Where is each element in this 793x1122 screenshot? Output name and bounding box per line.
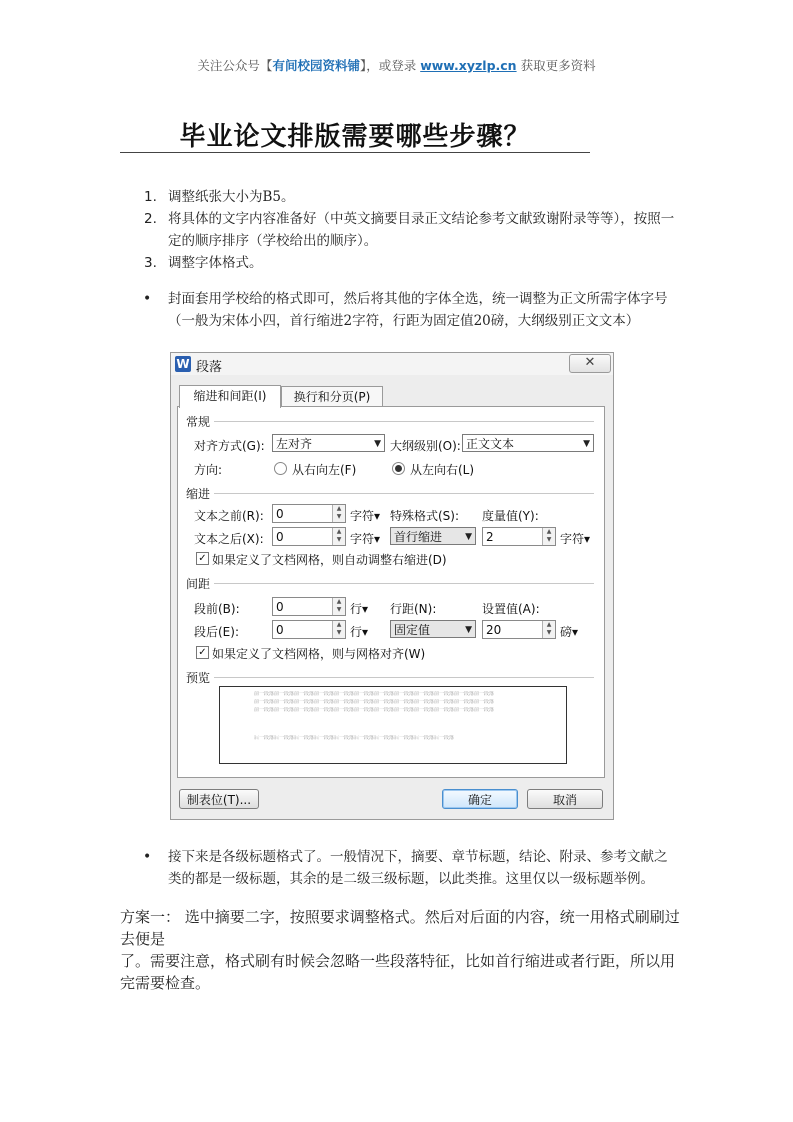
align-value: 左对齐 [276, 437, 313, 451]
list-item [120, 288, 680, 332]
special-format-label: 特殊格式(S): [390, 509, 460, 523]
rtl-label: 从右向左(F) [292, 463, 357, 477]
align-select[interactable] [272, 434, 385, 452]
paragraph-dialog [170, 352, 614, 820]
unit-line-dropdown[interactable]: 行▾ [350, 602, 369, 616]
step-text: 调整纸张大小为B5。 [168, 189, 295, 205]
tab-line-page-break[interactable]: 换行和分页(P) [281, 386, 383, 407]
list-item [120, 208, 680, 252]
header-prefix: 关注公众号【 [197, 58, 273, 73]
page-title: 毕业论文排版需要哪些步骤？ [179, 122, 531, 152]
chevron-down-icon: ▼ [465, 625, 472, 635]
line-spacing-value: 固定值 [394, 623, 431, 637]
space-after-input[interactable] [272, 620, 346, 639]
ok-button[interactable]: 确定 [442, 789, 518, 809]
header-brand: 有间校园资料铺 [272, 58, 360, 73]
chevron-down-icon: ▼ [583, 439, 590, 449]
section-divider [214, 493, 594, 494]
step-number: 2. [144, 211, 157, 227]
grid-align-label: 如果定义了文档网格，则与网格对齐(W) [212, 647, 426, 661]
grid-align-checkbox[interactable]: ✓ [196, 646, 209, 659]
spin-buttons[interactable]: ▲ ▼ [332, 505, 345, 522]
align-label: 对齐方式(G): [194, 439, 265, 453]
direction-label: 方向: [194, 463, 223, 477]
close-button[interactable] [569, 354, 611, 373]
plan-line: 方案一： 选中摘要二字，按照要求调整格式。然后对后面的内容，统一用格式刷刷过去便是 [120, 908, 680, 948]
spin-buttons[interactable]: ▲ ▼ [542, 621, 555, 638]
unit-char-dropdown[interactable]: 字符▾ [350, 532, 381, 546]
preview-box [219, 686, 567, 764]
after-text-value: 0 [276, 530, 284, 544]
section-general: 常规 [186, 415, 211, 429]
ltr-label: 从左向右(L) [410, 463, 475, 477]
header-url-link[interactable]: www.xyzlp.cn [420, 58, 517, 73]
outline-label: 大纲级别(O): [390, 439, 461, 453]
ltr-radio[interactable] [392, 462, 405, 475]
chevron-down-icon: ▼ [374, 439, 381, 449]
bullet-text: 封面套用学校给的格式即可，然后将其他的字体全选，统一调整为正文所需字体字号（一般为宋体小四，首行缩进2字符，行距为固定值20磅，大纲级别正文文本） [168, 291, 668, 329]
plan-line: 了。需要注意，格式刷有时候会忽略一些段落特征，比如首行缩进或者行距，所以用 [120, 952, 676, 970]
special-format-select[interactable] [390, 527, 476, 545]
section-divider [214, 677, 594, 678]
space-before-value: 0 [276, 600, 284, 614]
preview-prev-line: 前一段落前一段落前一段落前一段落前一段落前一段落前一段落前一段落前一段落前一段落前一段落前一段落 [254, 707, 495, 713]
close-icon: ✕ [584, 355, 596, 370]
spin-buttons[interactable]: ▲ ▼ [332, 528, 345, 545]
bullet-dot: • [143, 849, 152, 865]
rtl-radio[interactable] [274, 462, 287, 475]
list-item [120, 846, 680, 890]
plan-paragraph [120, 906, 680, 994]
space-after-value: 0 [276, 623, 284, 637]
dialog-title: 段落 [196, 360, 223, 375]
unit-char-dropdown[interactable]: 字符▾ [350, 509, 381, 523]
spin-buttons[interactable]: ▲ ▼ [542, 528, 555, 545]
spin-buttons[interactable]: ▲ ▼ [332, 621, 345, 638]
line-spacing-select[interactable] [390, 620, 476, 638]
step-text: 调整字体格式。 [168, 255, 263, 271]
chevron-down-icon: ▼ [465, 532, 472, 542]
unit-char-dropdown[interactable]: 字符▾ [560, 532, 591, 546]
special-format-value: 首行缩进 [394, 530, 443, 544]
before-text-label: 文本之前(R): [194, 509, 264, 523]
preview-prev-line: 前一段落前一段落前一段落前一段落前一段落前一段落前一段落前一段落前一段落前一段落前一段落前一段落 [254, 691, 495, 697]
after-text-input[interactable] [272, 527, 346, 546]
set-value-input[interactable] [482, 620, 556, 639]
header-suffix: 获取更多资料 [520, 58, 596, 73]
title-underline [120, 152, 590, 153]
preview-prev-line: 前一段落前一段落前一段落前一段落前一段落前一段落前一段落前一段落前一段落前一段落前一段落前一段落 [254, 699, 495, 705]
measure-input[interactable] [482, 527, 556, 546]
line-spacing-label: 行距(N): [390, 602, 437, 616]
cancel-button[interactable]: 取消 [527, 789, 603, 809]
space-before-input[interactable] [272, 597, 346, 616]
dialog-titlebar [171, 353, 613, 375]
measure-value: 2 [486, 530, 494, 544]
bullet-list-2 [120, 846, 680, 890]
section-preview: 预览 [186, 671, 211, 685]
section-indent: 缩进 [186, 487, 211, 501]
list-item [120, 186, 680, 208]
before-text-value: 0 [276, 507, 284, 521]
page-header [0, 56, 793, 74]
measure-label: 度量值(Y): [482, 509, 539, 523]
preview-next-line: 后一段落后一段落后一段落后一段落后一段落后一段落后一段落后一段落后一段落后一段落 [254, 735, 455, 741]
plan-line: 完需要检查。 [120, 974, 211, 992]
set-value-value: 20 [486, 623, 502, 637]
outline-value: 正文文本 [466, 437, 515, 451]
space-before-label: 段前(B): [194, 602, 240, 616]
section-spacing: 间距 [186, 577, 211, 591]
unit-pound-dropdown[interactable]: 磅▾ [560, 625, 579, 639]
space-after-label: 段后(E): [194, 625, 239, 639]
bullet-list-1 [120, 288, 680, 332]
bullet-dot: • [143, 291, 152, 307]
grid-indent-checkbox[interactable]: ✓ [196, 552, 209, 565]
section-divider [214, 421, 594, 422]
tab-indent-spacing[interactable]: 缩进和间距(I) [179, 385, 281, 408]
step-text: 将具体的文字内容准备好（中英文摘要目录正文结论参考文献致谢附录等等），按照一定的顺序排序（学校给出的顺序）。 [168, 211, 675, 249]
grid-indent-label: 如果定义了文档网格，则自动调整右缩进(D) [212, 553, 447, 567]
bullet-text: 接下来是各级标题格式了。一般情况下，摘要、章节标题，结论、附录、参考文献之类的都是一级标题，其余的是二级三级标题，以此类推。这里仅以一级标题举例。 [168, 849, 668, 887]
list-item [120, 252, 680, 274]
step-number: 3. [144, 255, 157, 271]
section-divider [214, 583, 594, 584]
header-middle: 】，或登录 [359, 58, 417, 73]
unit-line-dropdown[interactable]: 行▾ [350, 625, 369, 639]
step-number: 1. [144, 189, 157, 205]
tabs-button[interactable]: 制表位(T)... [179, 789, 259, 809]
spin-buttons[interactable]: ▲ ▼ [332, 598, 345, 615]
steps-list [120, 186, 680, 274]
wps-writer-icon: W [176, 357, 190, 371]
outline-select[interactable] [462, 434, 594, 452]
set-value-label: 设置值(A): [482, 602, 540, 616]
before-text-input[interactable] [272, 504, 346, 523]
after-text-label: 文本之后(X): [194, 532, 264, 546]
